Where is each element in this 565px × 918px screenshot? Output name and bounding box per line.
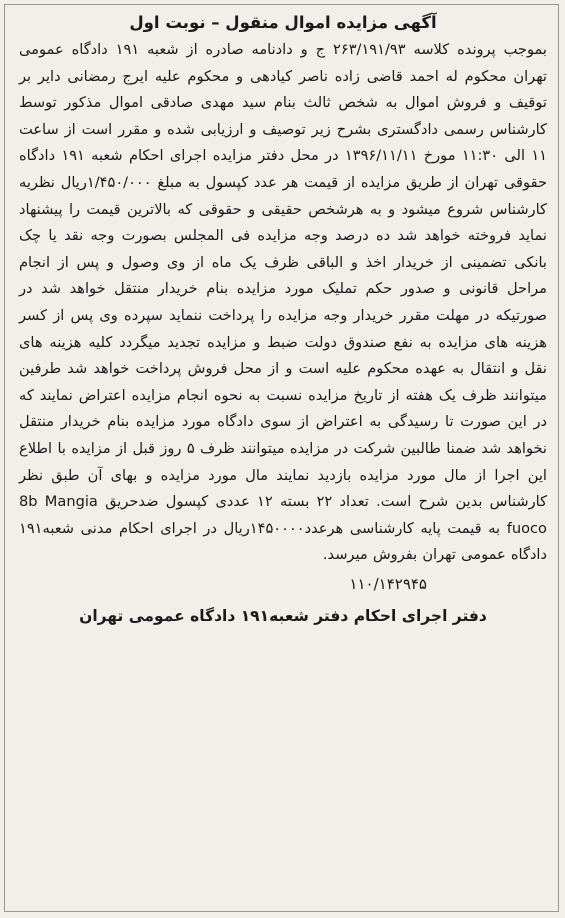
issuer-signature: دفتر اجرای احکام دفتر شعبه۱۹۱ دادگاه عمومی تهران (79, 606, 487, 625)
notice-body-main: بموجب پرونده کلاسه ۲۶۳/۱۹۱/۹۳ ج و دادنامه صادره از شعبه ۱۹۱ دادگاه عمومی تهران محکوم له احمد قاضی زاده ناصر کیادهی و محکوم علیه ایرج رمضانی دایر بر توقیف و فروش اموال به شخص ثالث بنام سید مهدی صادقی اموال مذکور توسط کارشناس رسمی دادگستری بشرح زیر توصیف و ارزیابی شده و مقرر است از ساعت ۱۱ الی ۱۱:۳۰ مورخ ۱۳۹۶/۱۱/۱۱ در محل دفتر مزایده اجرای احکام شعبه ۱۹۱ دادگاه حقوقی تهران از طریق مزایده از قیمت هر عدد کپسول به مبلغ ۱/۴۵۰/۰۰۰ریال نظریه کارشناس شروع میشود و به هرشخص حقیقی و حقوقی که بالاترین قیمت را پیشنهاد نماید فروخته خواهد شد ده درصد وجه مزایده فی المجلس بصورت وجه نقد یا چک بانکی تضمینی از خریدار اخذ و الباقی ظرف یک ماه از وی وصول و پس از انجام مراحل قانونی و صدور حکم تملیک مورد مزایده بنام خریدار منتقل خواهد شد در صورتیکه در مهلت مقرر خریدار وجه مزایده را پرداخت ننماید سپرده وی پس از کسر هزینه های مزایده به نفع صندوق دولت ضبط و مزایده تجدید میگردد کلیه هزینه های نقل و انتقال به عهده محکوم علیه است و از محل فروش پرداخت خواهد شد طرفین میتوانند ظرف یک هفته از تاریخ مزایده نسبت به نحوه انجام مزایده اعتراض نمایند که در این صورت تا رسیدگی به اعتراض از سوی دادگاه مورد مزایده بنام خریدار منتقل نخواهد شد ضمنا طالبین شرکت در مزایده میتوانند ظرف ۵ روز قبل از مزایده با اطلاع این اجرا از مال مورد مزایده بازدید نمایند مال مورد مزایده و بهای آن طبق نظر کارشناس بدین شرح است. تعداد ۲۲ بسته ۱۲ عددی کپسول ضدحریق (19, 41, 548, 511)
reference-number: ۱۱۰/۱۴۲۹۴۵ (349, 574, 427, 593)
notice-body-price: به قیمت پایه کارشناسی هرعدد۱۴۵۰۰۰۰ریال در اجرای احکام مدنی شعبه۱۹۱ دادگاه عمومی تهران بفروش میرسد. (19, 519, 547, 564)
newspaper-clipping (4, 4, 559, 912)
product-brand: 8b Mangia fuoco (19, 493, 547, 537)
notice-title: آگهی مزایده اموال منقول – نوبت اول (129, 13, 437, 32)
auction-notice (19, 11, 547, 629)
notice-body (19, 37, 547, 569)
